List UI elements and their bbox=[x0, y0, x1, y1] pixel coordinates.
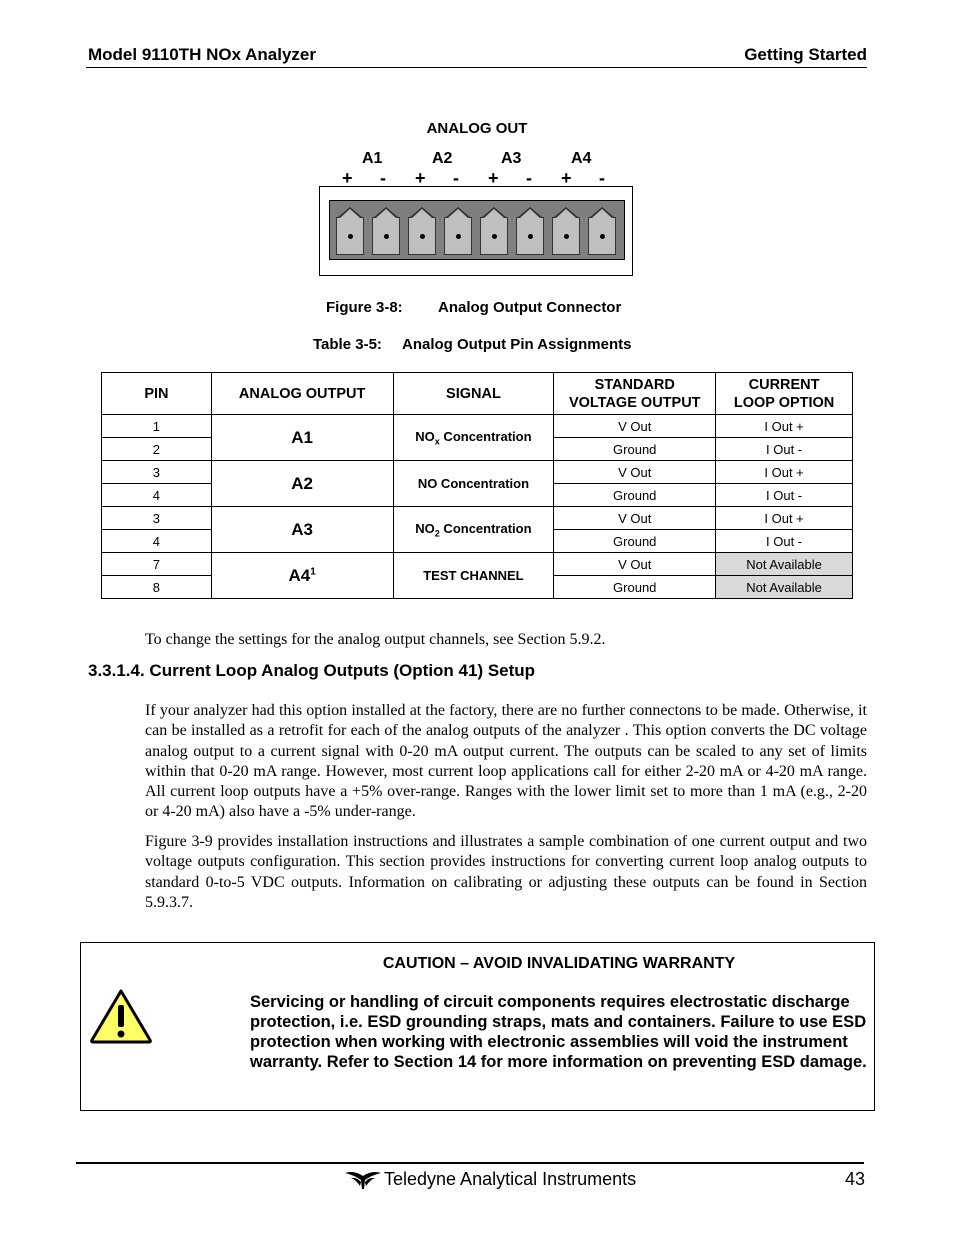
table-row bbox=[102, 415, 853, 438]
analog-output-cell: A2 bbox=[211, 461, 393, 507]
analog-output-cell: A3 bbox=[211, 507, 393, 553]
analog-output-connector bbox=[319, 186, 633, 276]
pin-cell: 4 bbox=[102, 530, 212, 553]
voltage-cell: V Out bbox=[554, 461, 716, 484]
current-cell: I Out + bbox=[716, 507, 853, 530]
signal-cell: NO Concentration bbox=[393, 461, 554, 507]
table-row bbox=[102, 553, 853, 576]
polarity-minus: - bbox=[453, 168, 459, 188]
current-cell-unavailable: Not Available bbox=[716, 553, 853, 576]
signal-cell: $NO_2$ Concentration bbox=[393, 507, 554, 553]
voltage-cell: Ground bbox=[554, 438, 716, 461]
column-header-analog-output: ANALOG OUTPUT bbox=[211, 373, 393, 415]
pin-cell: 1 bbox=[102, 415, 212, 438]
channel-label-a2: A2 bbox=[432, 150, 453, 167]
connector-pin bbox=[444, 217, 472, 255]
voltage-cell: Ground bbox=[554, 576, 716, 599]
table-header-row bbox=[102, 373, 853, 415]
channel-label-a4: A4 bbox=[571, 150, 592, 167]
voltage-cell: Ground bbox=[554, 530, 716, 553]
footer-rule bbox=[76, 1162, 864, 1164]
signal-cell: $NO_x$ Concentration bbox=[393, 415, 554, 461]
section-heading: 3.3.1.4. Current Loop Analog Outputs (Option 41) Setup bbox=[88, 661, 536, 680]
pin-cell: 8 bbox=[102, 576, 212, 599]
table-row bbox=[102, 461, 853, 484]
figure-caption-label: Figure 3-8: bbox=[326, 299, 403, 316]
current-cell-unavailable: Not Available bbox=[716, 576, 853, 599]
section-paragraph-2: Figure 3-9 provides installation instructions and illustrates a sample combination of one current output and two voltage outputs configuration. This section provides instructions for converting current loop analog outputs to standard 0-to-5 VDC outputs. Information on calibrating or adjusting these outputs can be found in Section 5.9.3.7. bbox=[145, 833, 867, 911]
connector-pin bbox=[480, 217, 508, 255]
analog-output-cell: $A4^1$ bbox=[211, 553, 393, 599]
caution-body: Servicing or handling of circuit components requires electrostatic discharge protection, i.e. ESD grounding straps, mats and containers. Failure to use ESD protection when working with electronic assemblies will void the instrument warranty. Refer to Section 14 for more information on preventing ESD damage. bbox=[250, 993, 867, 1071]
pin-assignment-table bbox=[101, 372, 853, 599]
polarity-minus: - bbox=[599, 168, 605, 188]
connector-pin bbox=[552, 217, 580, 255]
column-header-current-loop: CURRENT LOOP OPTION bbox=[716, 373, 853, 415]
polarity-plus: + bbox=[561, 168, 572, 188]
header-rule bbox=[86, 67, 867, 68]
current-cell: I Out - bbox=[716, 530, 853, 553]
column-header-signal: SIGNAL bbox=[393, 373, 554, 415]
voltage-cell: V Out bbox=[554, 415, 716, 438]
column-header-pin: PIN bbox=[102, 373, 212, 415]
signal-cell: TEST CHANNEL bbox=[393, 553, 554, 599]
polarity-plus: + bbox=[342, 168, 353, 188]
settings-note: To change the settings for the analog output channels, see Section 5.9.2. bbox=[145, 631, 606, 648]
current-cell: I Out - bbox=[716, 484, 853, 507]
voltage-cell: Ground bbox=[554, 484, 716, 507]
table-caption-label: Table 3-5: bbox=[313, 336, 382, 353]
connector-pin bbox=[516, 217, 544, 255]
figure-title: ANALOG OUT bbox=[426, 120, 528, 137]
analog-output-cell: A1 bbox=[211, 415, 393, 461]
channel-label-a1: A1 bbox=[362, 150, 383, 167]
page-number: 43 bbox=[845, 1169, 866, 1189]
table-caption-text: Analog Output Pin Assignments bbox=[402, 336, 632, 353]
pin-cell: 2 bbox=[102, 438, 212, 461]
footer-company: Teledyne Analytical Instruments bbox=[384, 1169, 637, 1189]
pin-cell: 7 bbox=[102, 553, 212, 576]
polarity-plus: + bbox=[415, 168, 426, 188]
pin-cell: 3 bbox=[102, 507, 212, 530]
polarity-minus: - bbox=[526, 168, 532, 188]
connector-body bbox=[329, 200, 625, 260]
polarity-minus: - bbox=[380, 168, 386, 188]
connector-pin bbox=[588, 217, 616, 255]
current-cell: I Out + bbox=[716, 415, 853, 438]
pin-cell: 4 bbox=[102, 484, 212, 507]
caution-box bbox=[80, 942, 875, 1111]
connector-pin bbox=[408, 217, 436, 255]
channel-label-a3: A3 bbox=[501, 150, 522, 167]
header-section: Getting Started bbox=[744, 45, 867, 64]
polarity-plus: + bbox=[488, 168, 499, 188]
teledyne-logo-icon bbox=[345, 1170, 381, 1190]
section-paragraph-1: If your analyzer had this option installed at the factory, there are no further connectons to be made. Otherwise, it can be installed as a retrofit for each of the analog outputs of the analyzer . This option converts the DC voltage analog output to a current signal with 0-20 mA output current. The outputs can be scaled to any set of limits within that 0-20 mA range. However, most current loop applications call for either 2-20 mA or 4-20 mA range. All current loop outputs have a +5% over-range. Ranges with the lower limit set to more than 1 mA (e.g., 2-20 or 4-20 mA) also have a -5% under-range. bbox=[145, 702, 867, 821]
connector-pin bbox=[336, 217, 364, 255]
connector-pin bbox=[372, 217, 400, 255]
column-header-voltage-output: STANDARD VOLTAGE OUTPUT bbox=[554, 373, 716, 415]
current-cell: I Out + bbox=[716, 461, 853, 484]
table-row bbox=[102, 507, 853, 530]
voltage-cell: V Out bbox=[554, 553, 716, 576]
warning-triangle-icon bbox=[89, 987, 153, 1045]
voltage-cell: V Out bbox=[554, 507, 716, 530]
current-cell: I Out - bbox=[716, 438, 853, 461]
pin-cell: 3 bbox=[102, 461, 212, 484]
header-title: Model 9110TH NOx Analyzer bbox=[88, 45, 317, 64]
figure-caption-text: Analog Output Connector bbox=[438, 299, 622, 316]
caution-title: CAUTION – AVOID INVALIDATING WARRANTY bbox=[382, 955, 736, 972]
